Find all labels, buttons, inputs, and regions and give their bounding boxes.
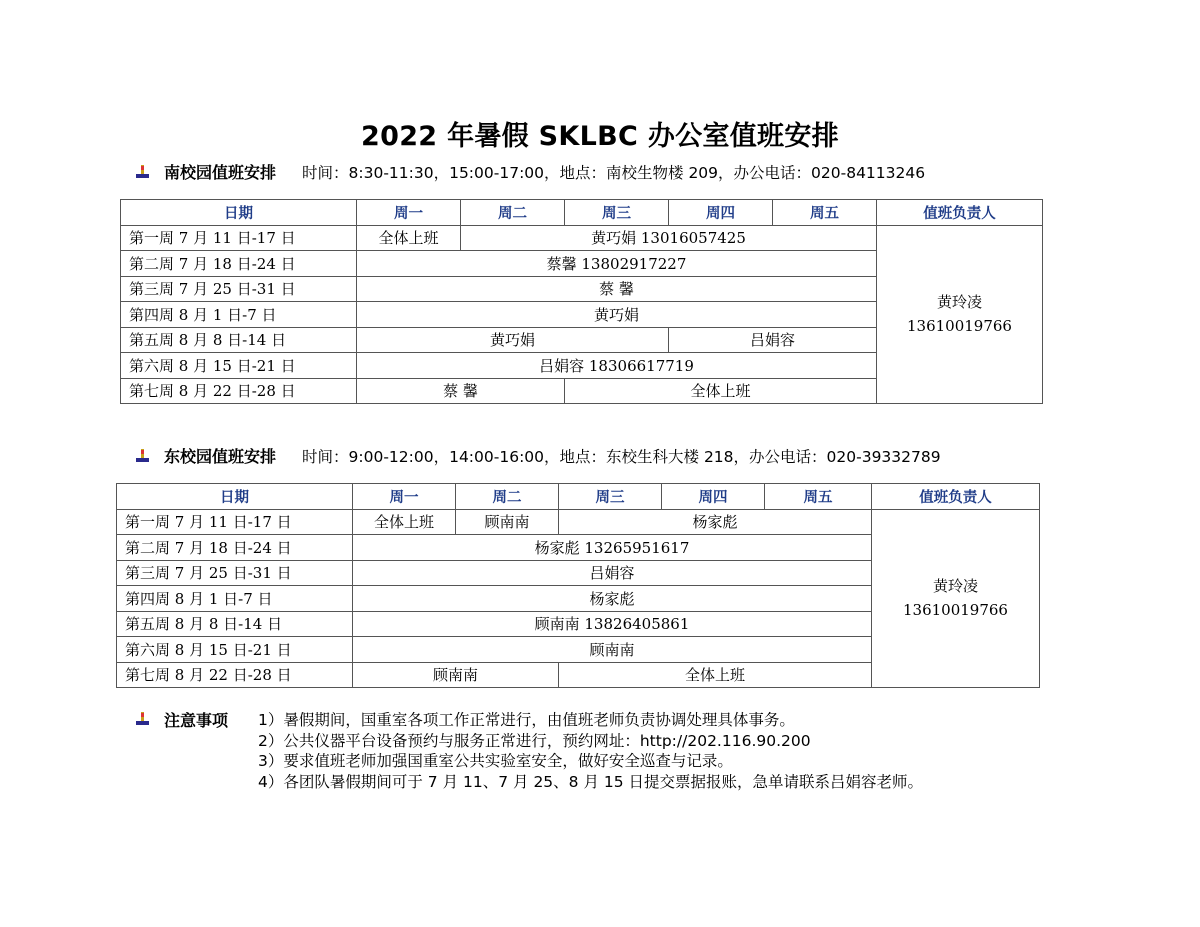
header-mon: 周一	[357, 200, 461, 226]
header-wed: 周三	[565, 200, 669, 226]
south-section-header	[136, 160, 925, 183]
row-date: 第六周 8 月 15 日-21 日	[121, 353, 357, 379]
header-date: 日期	[121, 200, 357, 226]
south-section-info: 时间：8:30-11:30，15:00-17:00，地点：南校生物楼 209，办公电话：020-84113246	[302, 163, 926, 182]
responsible-name: 黄玲凌	[936, 293, 982, 312]
header-fri: 周五	[765, 484, 872, 510]
duty-cell: 全体上班	[357, 225, 461, 251]
note-row	[136, 709, 923, 730]
duty-cell: 全体上班	[559, 662, 872, 688]
note-item: 1）暑假期间，国重室各项工作正常进行，由值班老师负责协调处理具体事务。	[258, 711, 795, 730]
south-duty-table	[120, 199, 1043, 404]
page-title: 2022 年暑假 SKLBC 办公室值班安排	[361, 121, 839, 152]
duty-cell: 黄巧娟	[357, 327, 669, 353]
header-tue: 周二	[461, 200, 565, 226]
row-date: 第三周 7 月 25 日-31 日	[117, 560, 353, 586]
responsible-name: 黄玲凌	[932, 577, 978, 596]
row-date: 第七周 8 月 22 日-28 日	[121, 378, 357, 404]
duty-cell: 全体上班	[565, 378, 877, 404]
header-thu: 周四	[662, 484, 765, 510]
header-tue: 周二	[456, 484, 559, 510]
row-date: 第六周 8 月 15 日-21 日	[117, 637, 353, 663]
row-date: 第四周 8 月 1 日-7 日	[121, 302, 357, 328]
responsible-phone: 13610019766	[907, 317, 1012, 336]
row-date: 第五周 8 月 8 日-14 日	[121, 327, 357, 353]
bullet-icon	[136, 165, 150, 179]
notes-label: 注意事项	[164, 710, 229, 730]
duty-cell: 吕娟容	[353, 560, 872, 586]
header-responsible: 值班负责人	[877, 200, 1043, 226]
table-header-row	[117, 484, 1040, 510]
header-mon: 周一	[353, 484, 456, 510]
bullet-icon	[136, 712, 150, 726]
duty-cell: 顾南南	[353, 637, 872, 663]
duty-cell: 顾南南	[456, 509, 559, 535]
duty-cell: 顾南南 13826405861	[353, 611, 872, 637]
south-section-label: 南校园值班安排	[164, 163, 277, 182]
note-item: 3）要求值班老师加强国重室公共实验室安全，做好安全巡查与记录。	[258, 752, 733, 771]
row-date: 第四周 8 月 1 日-7 日	[117, 586, 353, 612]
responsible-phone: 13610019766	[903, 601, 1008, 620]
duty-cell: 顾南南	[353, 662, 559, 688]
duty-cell: 杨家彪	[353, 586, 872, 612]
note-item: 4）各团队暑假期间可于 7 月 11、7 月 25、8 月 15 日提交票据报账，急单请联系吕娟容老师。	[258, 772, 924, 791]
row-date: 第一周 7 月 11 日-17 日	[117, 509, 353, 535]
header-fri: 周五	[773, 200, 877, 226]
note-item: 2）公共仪器平台设备预约与服务正常进行，预约网址：http://202.116.90.200	[258, 731, 811, 750]
duty-cell: 吕娟容 18306617719	[357, 353, 877, 379]
row-date: 第五周 8 月 8 日-14 日	[117, 611, 353, 637]
note-row	[136, 730, 923, 751]
east-section-label: 东校园值班安排	[164, 447, 277, 466]
row-date: 第三周 7 月 25 日-31 日	[121, 276, 357, 302]
row-date: 第七周 8 月 22 日-28 日	[117, 662, 353, 688]
table-header-row	[121, 200, 1043, 226]
header-date: 日期	[117, 484, 353, 510]
duty-cell: 吕娟容	[669, 327, 877, 353]
responsible-cell	[877, 225, 1043, 404]
duty-cell: 蔡 馨	[357, 276, 877, 302]
row-date: 第二周 7 月 18 日-24 日	[121, 251, 357, 277]
table-row	[121, 225, 1043, 251]
row-date: 第一周 7 月 11 日-17 日	[121, 225, 357, 251]
east-section-header	[136, 444, 941, 467]
duty-cell: 杨家彪	[559, 509, 872, 535]
duty-cell: 蔡 馨	[357, 378, 565, 404]
table-row	[117, 509, 1040, 535]
notes-section	[136, 709, 923, 791]
header-thu: 周四	[669, 200, 773, 226]
header-responsible: 值班负责人	[872, 484, 1040, 510]
duty-cell: 黄巧娟 13016057425	[461, 225, 877, 251]
bullet-icon	[136, 449, 150, 463]
header-wed: 周三	[559, 484, 662, 510]
row-date: 第二周 7 月 18 日-24 日	[117, 535, 353, 561]
duty-cell: 全体上班	[353, 509, 456, 535]
duty-cell: 黄巧娟	[357, 302, 877, 328]
responsible-cell	[872, 509, 1040, 688]
east-duty-table	[116, 483, 1040, 688]
note-row	[136, 771, 923, 792]
duty-cell: 蔡馨 13802917227	[357, 251, 877, 277]
east-section-info: 时间：9:00-12:00，14:00-16:00，地点：东校生科大楼 218，办公电话：020-39332789	[302, 447, 941, 466]
note-row	[136, 750, 923, 771]
duty-cell: 杨家彪 13265951617	[353, 535, 872, 561]
